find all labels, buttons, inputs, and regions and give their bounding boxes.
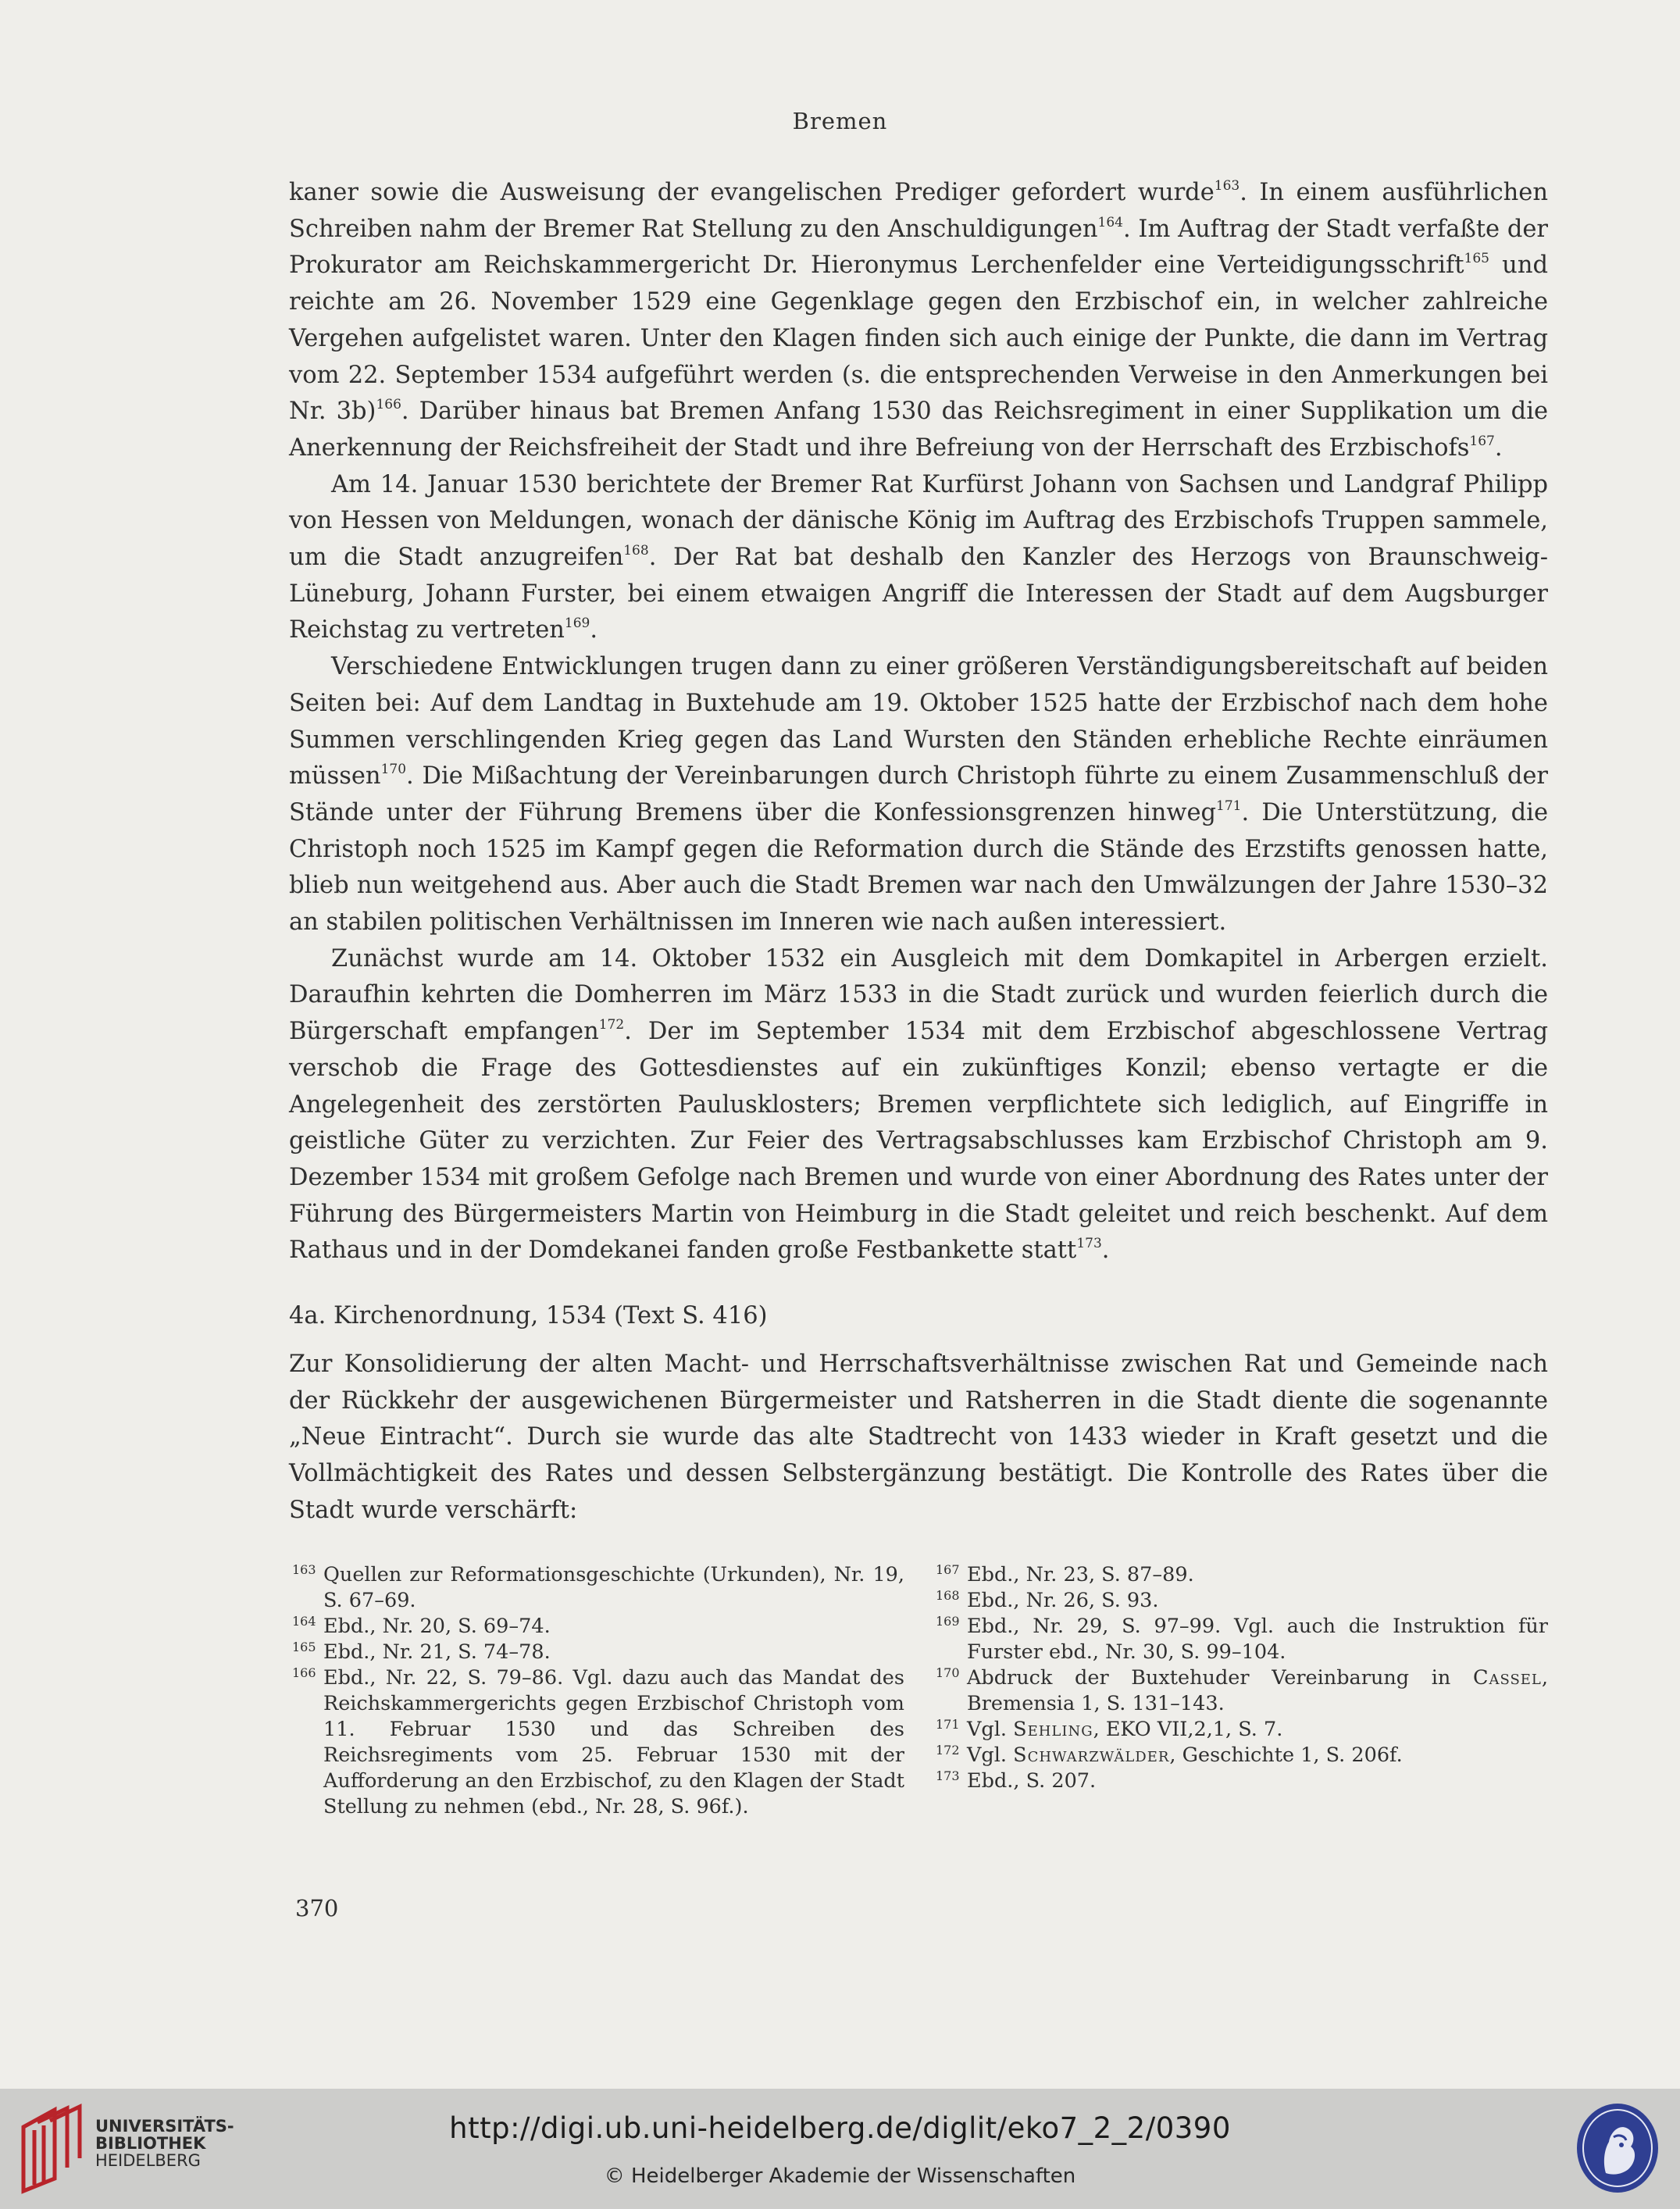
footnote: 171 Vgl. Sehling, EKO VII,2,1, S. 7. bbox=[936, 1717, 1283, 1741]
text-run: kaner sowie die Ausweisung der evangelischen Prediger gefordert wurde bbox=[289, 179, 1215, 206]
paragraph: Zur Konsolidierung der alten Macht- und Herrschaftsverhältnisse zwischen Rat und Gemeinde nach der Rückkehr der ausgewichenen Bürgermeister und Ratsherren in die Stadt diente die sogenannte „Neue Eintracht“. Durch sie wurde das alte Stadtrecht von 1433 wieder in Kraft gesetzt und die Vollmächtigkeit des Rates und dessen Selbstergänzung bestätigt. Die Kontrolle des Rates über die Stadt wurde verschärft: bbox=[289, 1351, 1548, 1524]
paragraph bbox=[289, 941, 1548, 1269]
text-run: . Die Unterstützung, die Christoph noch 1525 im Kampf gegen die Reformation durch die Stände des Erzstifts genossen hatte, blieb nun weitgehend aus. Aber auch die Stadt Bremen war nach den Umwälzungen der Jahre 1530–32 an stabilen politischen Verhältnissen im Inneren wie nach außen interessiert. bbox=[289, 798, 1548, 937]
footnote: 173 Ebd., S. 207. bbox=[936, 1768, 1097, 1793]
text-run: Ebd., Nr. 21, S. 74–78. bbox=[323, 1640, 551, 1664]
footnote-reference[interactable]: 171 bbox=[1216, 798, 1242, 814]
footnote-reference[interactable]: 163 bbox=[1214, 177, 1240, 194]
author-name: Cassel bbox=[1472, 1666, 1542, 1690]
footnote-reference[interactable]: 168 bbox=[623, 542, 649, 558]
footnote-reference[interactable]: 165 bbox=[1464, 251, 1489, 267]
text-run: Zunächst wurde am 14. Oktober 1532 ein Ausgleich mit dem Domkapitel in Arbergen erzielt. Daraufhin kehrten die Domherren im März 1533 in die Stadt zurück und wurden feierlich durch die Bürgerschaft empfangen bbox=[289, 944, 1548, 1046]
text-run: Ebd., S. 207. bbox=[967, 1769, 1097, 1793]
text-run: , Geschichte 1, S. 206f. bbox=[1169, 1743, 1403, 1767]
library-name-line: BIBLIOTHEK bbox=[95, 2134, 206, 2153]
text-run: . bbox=[1494, 434, 1503, 462]
footnote: 164 Ebd., Nr. 20, S. 69–74. bbox=[292, 1614, 551, 1638]
text-run: Ebd., Nr. 26, S. 93. bbox=[967, 1589, 1159, 1612]
footer-bar bbox=[0, 2089, 1680, 2209]
footnotes-right-column bbox=[936, 1562, 1548, 1820]
footnote: 170 Abdruck der Buxtehuder Vereinbarung in Cassel, Bremensia 1, S. 131–143. bbox=[936, 1665, 1548, 1715]
text-run: . Der Rat bat deshalb den Kanzler des Herzogs von Braunschweig-Lüneburg, Johann Furster, bei einem etwaigen Angriff die Interessen der Stadt auf dem Augsburger Reichstag zu vertreten bbox=[289, 544, 1548, 644]
footnote: 167 Ebd., Nr. 23, S. 87–89. bbox=[936, 1562, 1194, 1586]
section-intro bbox=[289, 1347, 1548, 1529]
paragraph bbox=[289, 467, 1548, 650]
library-name-line: UNIVERSITÄTS- bbox=[95, 2117, 234, 2136]
page-number: 370 bbox=[295, 1895, 339, 1922]
running-head: Bremen bbox=[792, 108, 888, 134]
copyright-notice: © Heidelberger Akademie der Wissenschaften bbox=[604, 2164, 1076, 2188]
text-run: Ebd., Nr. 23, S. 87–89. bbox=[967, 1563, 1194, 1586]
text-run: Am 14. Januar 1530 berichtete der Bremer Rat Kurfürst Johann von Sachsen und Landgraf Philipp von Hessen von Meldungen, wonach der dänische König im Auftrag des Erzbischofs Truppen sammele, um die Stadt anzugreifen bbox=[289, 470, 1548, 572]
library-name-line: HEIDELBERG bbox=[95, 2151, 201, 2170]
footnote-reference[interactable]: 169 bbox=[564, 616, 590, 632]
text-run: Vgl. bbox=[967, 1743, 1014, 1767]
academy-seal-icon bbox=[1575, 2101, 1660, 2195]
text-run: , Bremensia 1, S. 131–143. bbox=[967, 1666, 1548, 1715]
footnote: 169 Ebd., Nr. 29, S. 97–99. Vgl. auch die Instruktion für Furster ebd., Nr. 30, S. 99–104. bbox=[936, 1614, 1548, 1664]
text-run: . Im Auftrag der Stadt verfaßte der Prokurator am Reichskammergericht Dr. Hieronymus Lerchenfelder eine Verteidigungsschrift bbox=[289, 215, 1548, 280]
text-run: Verschiedene Entwicklungen trugen dann zu einer größeren Verständigungsbereitschaft auf beiden Seiten bei: Auf dem Landtag in Buxtehude am 19. Oktober 1525 hatte der Erzbischof nach dem hohe Summen verschlingenden Krieg gegen das Land Wursten den Ständen erhebliche Rechte einräumen müssen bbox=[289, 653, 1548, 790]
text-run: Abdruck der Buxtehuder Vereinbarung in bbox=[967, 1666, 1473, 1690]
text-run: . Die Mißachtung der Vereinbarungen durch Christoph führte zu einem Zusammenschluß der Stände unter der Führung Bremens über die Konfessionsgrenzen hinweg bbox=[289, 762, 1548, 826]
section-heading: 4a. Kirchenordnung, 1534 (Text S. 416) bbox=[289, 1302, 768, 1329]
author-name: Schwarzwälder bbox=[1013, 1743, 1170, 1767]
text-run: Ebd., Nr. 29, S. 97–99. Vgl. auch die Instruktion für Furster ebd., Nr. 30, S. 99–104. bbox=[967, 1615, 1548, 1664]
footnotes bbox=[292, 1562, 1548, 1820]
text-run: . Der im September 1534 mit dem Erzbischof abgeschlossene Vertrag verschob die Frage des Gottesdienstes auf ein zukünftiges Konzil; ebenso vertagte er die Angelegenheit des zerstörten Paulusklosters; Bremen verpflichtete sich lediglich, auf Eingriffe in geistliche Güter zu verzichten. Zur Feier des Vertragsabschlusses kam Erzbischof Christoph am 9. Dezember 1534 mit großem Gefolge nach Bremen und wurde von einer Abordnung des Rates unter der Führung des Bürgermeisters Martin von Heimburg in die Stadt geleitet und reich beschenkt. Auf dem Rathaus und in der Domdekanei fanden große Festbankette statt bbox=[289, 1018, 1548, 1265]
footnotes-left-column bbox=[292, 1562, 904, 1820]
footnote: 168 Ebd., Nr. 26, S. 93. bbox=[936, 1588, 1159, 1612]
footnote: 172 Vgl. Schwarzwälder, Geschichte 1, S. 206f. bbox=[936, 1743, 1403, 1767]
footnote-reference[interactable]: 166 bbox=[376, 397, 401, 413]
text-run: . Darüber hinaus bat Bremen Anfang 1530 das Reichsregiment in einer Supplikation um die Anerkennung der Reichsfreiheit der Stadt und ihre Befreiung von der Herrschaft des Erzbischofs bbox=[289, 398, 1548, 462]
paragraph bbox=[289, 175, 1548, 467]
text-run: . bbox=[1101, 1237, 1110, 1265]
text-run: . In einem ausführlichen Schreiben nahm der Bremer Rat Stellung zu den Anschuldigungen bbox=[289, 179, 1548, 243]
text-run: Vgl. bbox=[967, 1718, 1014, 1741]
text-run: Quellen zur Reformationsgeschichte (Urkunden), Nr. 19, S. 67–69. bbox=[323, 1563, 904, 1612]
source-url-link[interactable]: http://digi.ub.uni-heidelberg.de/diglit/eko7_2_2/0390 bbox=[449, 2111, 1231, 2145]
body-text bbox=[289, 175, 1548, 1269]
footnote-reference[interactable]: 173 bbox=[1076, 1236, 1102, 1252]
footnote-reference[interactable]: 164 bbox=[1097, 214, 1123, 230]
paragraph bbox=[289, 649, 1548, 941]
footnote-reference[interactable]: 170 bbox=[380, 762, 407, 778]
text-run: Ebd., Nr. 20, S. 69–74. bbox=[323, 1615, 551, 1638]
text-run: , EKO VII,2,1, S. 7. bbox=[1093, 1718, 1283, 1741]
footnote: 165 Ebd., Nr. 21, S. 74–78. bbox=[292, 1640, 551, 1664]
text-run: Ebd., Nr. 22, S. 79–86. Vgl. dazu auch das Mandat des Reichskammergerichts gegen Erzbischof Christoph vom 11. Februar 1530 und das Schreiben des Reichsregiments vom 25. Februar 1530 mit der Aufforderung an den Erzbischof, zu den Klagen der Stadt Stellung zu nehmen (ebd., Nr. 28, S. 96f.). bbox=[323, 1666, 904, 1818]
author-name: Sehling bbox=[1013, 1718, 1093, 1741]
footnote-reference[interactable]: 172 bbox=[598, 1017, 625, 1033]
footnote: 163 Quellen zur Reformationsgeschichte (Urkunden), Nr. 19, S. 67–69. bbox=[292, 1562, 904, 1612]
footnote: 166 Ebd., Nr. 22, S. 79–86. Vgl. dazu auch das Mandat des Reichskammergerichts gegen Erzbischof Christoph vom 11. Februar 1530 und das Schreiben des Reichsregiments vom 25. Februar 1530 mit der Aufforderung an den Erzbischof, zu den Klagen der Stadt Stellung zu nehmen (ebd., Nr. 28, S. 96f.). bbox=[292, 1665, 904, 1818]
text-run: . bbox=[590, 616, 598, 644]
footnote-reference[interactable]: 167 bbox=[1469, 433, 1495, 449]
text-run: und reichte am 26. November 1529 eine Gegenklage gegen den Erzbischof ein, in welcher zahlreiche Vergehen aufgelistet waren. Unter den Klagen finden sich auch einige der Punkte, die dann im Vertrag vom 22. September 1534 aufgeführt werden (s. die entsprechenden Verweise in den Anmerkungen bei Nr. 3b) bbox=[289, 252, 1548, 426]
